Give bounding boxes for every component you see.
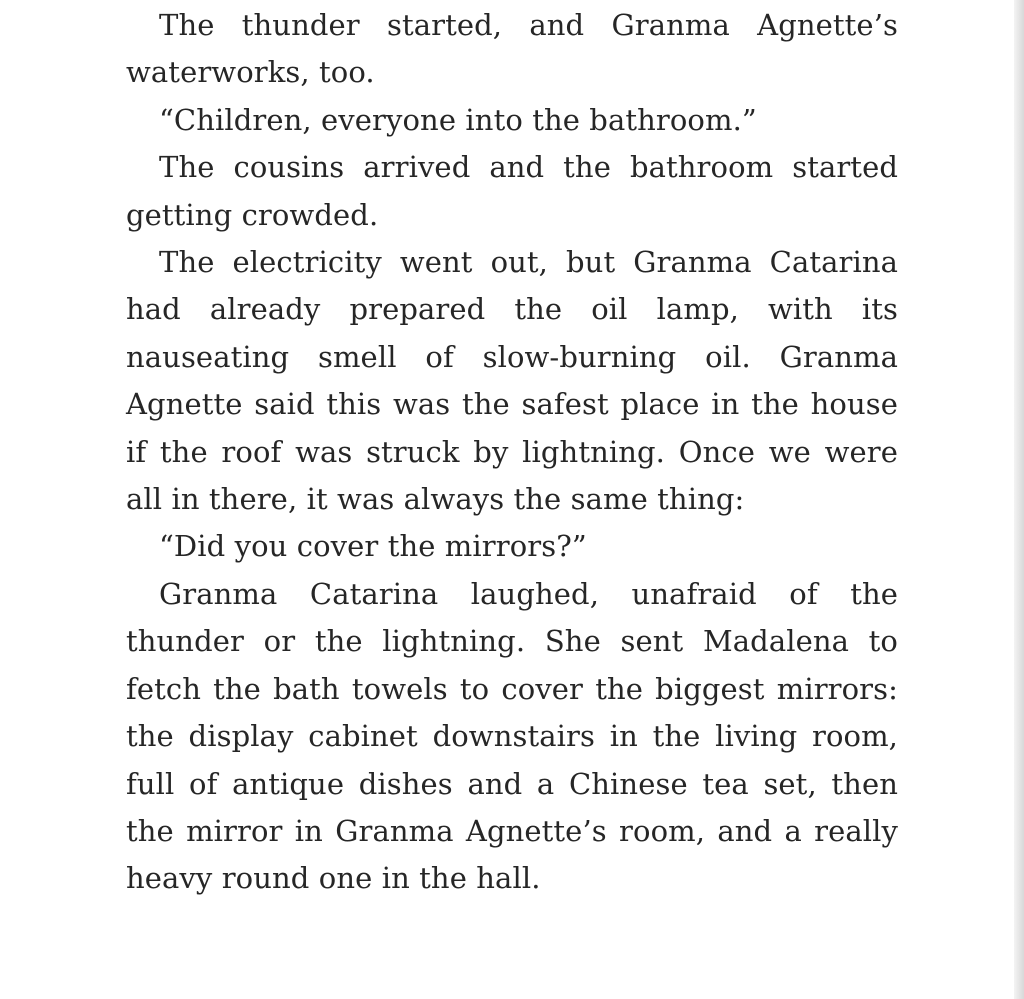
paragraph: The cousins arrived and the bathroom started getting crowded. — [126, 150, 898, 232]
paragraph: “Children, everyone into the bathroom.” — [159, 102, 757, 137]
paragraph: “Did you cover the mirrors?” — [159, 529, 587, 564]
body-text — [126, 2, 898, 903]
paragraph: The thunder started, and Granma Agnette’s waterworks, too. — [126, 8, 898, 90]
paragraph: Granma Catarina laughed, unafraid of the thunder or the lightning. She sent Madalena to fetch the bath towels to cover the biggest mirrors: the display cabinet downstairs in the living room, full of antique dishes and a Chinese tea set, then the mirror in Granma Agnette’s room, and a really heavy round one in the hall. — [126, 576, 898, 896]
paragraph: The electricity went out, but Granma Catarina had already prepared the oil lamp, with its nauseating smell of slow-burning oil. Granma Agnette said this was the safest place in the house if the roof was struck by lightning. Once we were all in there, it was always the same thing: — [126, 245, 898, 517]
page-edge-shadow — [1014, 0, 1024, 999]
